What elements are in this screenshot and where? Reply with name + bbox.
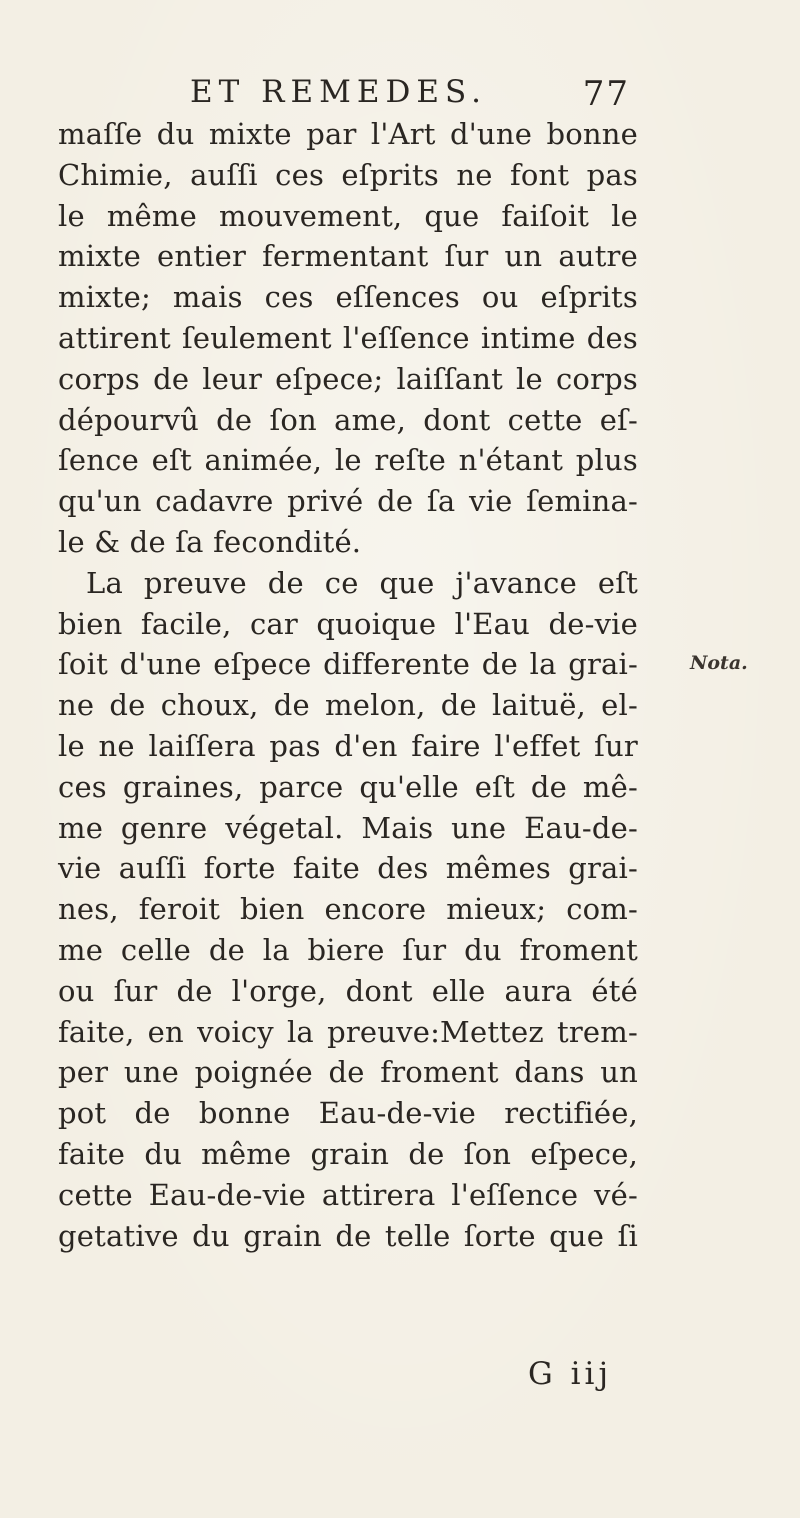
text-line: attirent ſeulement l'eſſence intime des <box>58 320 638 355</box>
text-line: ou ſur de l'orge, dont elle aura été <box>58 973 638 1008</box>
text-line: me genre végetal. Mais une Eau-de- <box>58 810 638 845</box>
text-line: faite, en voicy la preuve:Mettez trem- <box>58 1014 638 1049</box>
text-line: per une poignée de froment dans un <box>58 1055 638 1090</box>
text-line: ces graines, parce qu'elle eſt de mê- <box>58 769 638 804</box>
text-line: ſence eſt animée, le reſte n'étant plus <box>58 443 638 478</box>
text-line: faite du même grain de ſon eſpece, <box>58 1136 638 1171</box>
text-line: mixte; mais ces eſſences ou eſprits <box>58 280 638 315</box>
signature-mark: G iij <box>528 1356 613 1392</box>
text-line: ſoit d'une eſpece differente de la grai- <box>58 647 638 682</box>
text-line: ne de choux, de melon, de laituë, el- <box>58 688 638 723</box>
text-line: nes, feroit bien encore mieux; com- <box>58 892 638 927</box>
text-line: pot de bonne Eau-de-vie rectifiée, <box>58 1096 638 1131</box>
text-line: mixte entier fermentant ſur un autre <box>58 239 638 274</box>
text-line: le même mouvement, que faiſoit le <box>58 198 638 233</box>
text-line: le & de ſa fecondité. <box>58 524 362 559</box>
text-line: corps de leur eſpece; laiſſant le corps <box>58 361 638 396</box>
body-text <box>58 114 638 1256</box>
text-line: Chimie, auſſi ces eſprits ne font pas <box>58 157 638 192</box>
running-title: ET REMEDES. <box>190 74 487 110</box>
text-line: La preuve de ce que j'avance eſt <box>86 565 638 600</box>
text-line: cette Eau-de-vie attirera l'eſſence vé- <box>58 1177 638 1212</box>
text-line: bien facile, car quoique l'Eau de-vie <box>58 606 638 641</box>
margin-note: Nota. <box>690 652 748 674</box>
text-line: dépourvû de ſon ame, dont cette eſ- <box>58 402 638 437</box>
text-line: me celle de la biere ſur du froment <box>58 932 638 967</box>
text-line: maſſe du mixte par l'Art d'une bonne <box>58 117 638 151</box>
running-header <box>190 74 630 114</box>
text-line: getative du grain de telle ſorte que ſi <box>58 1218 638 1253</box>
text-line: vie auſſi forte faite des mêmes grai- <box>58 851 638 886</box>
text-line: le ne laiſſera pas d'en faire l'effet ſur <box>58 728 638 763</box>
page-number: 77 <box>582 74 630 114</box>
text-line: qu'un cadavre privé de ſa vie ſemina- <box>58 484 638 519</box>
